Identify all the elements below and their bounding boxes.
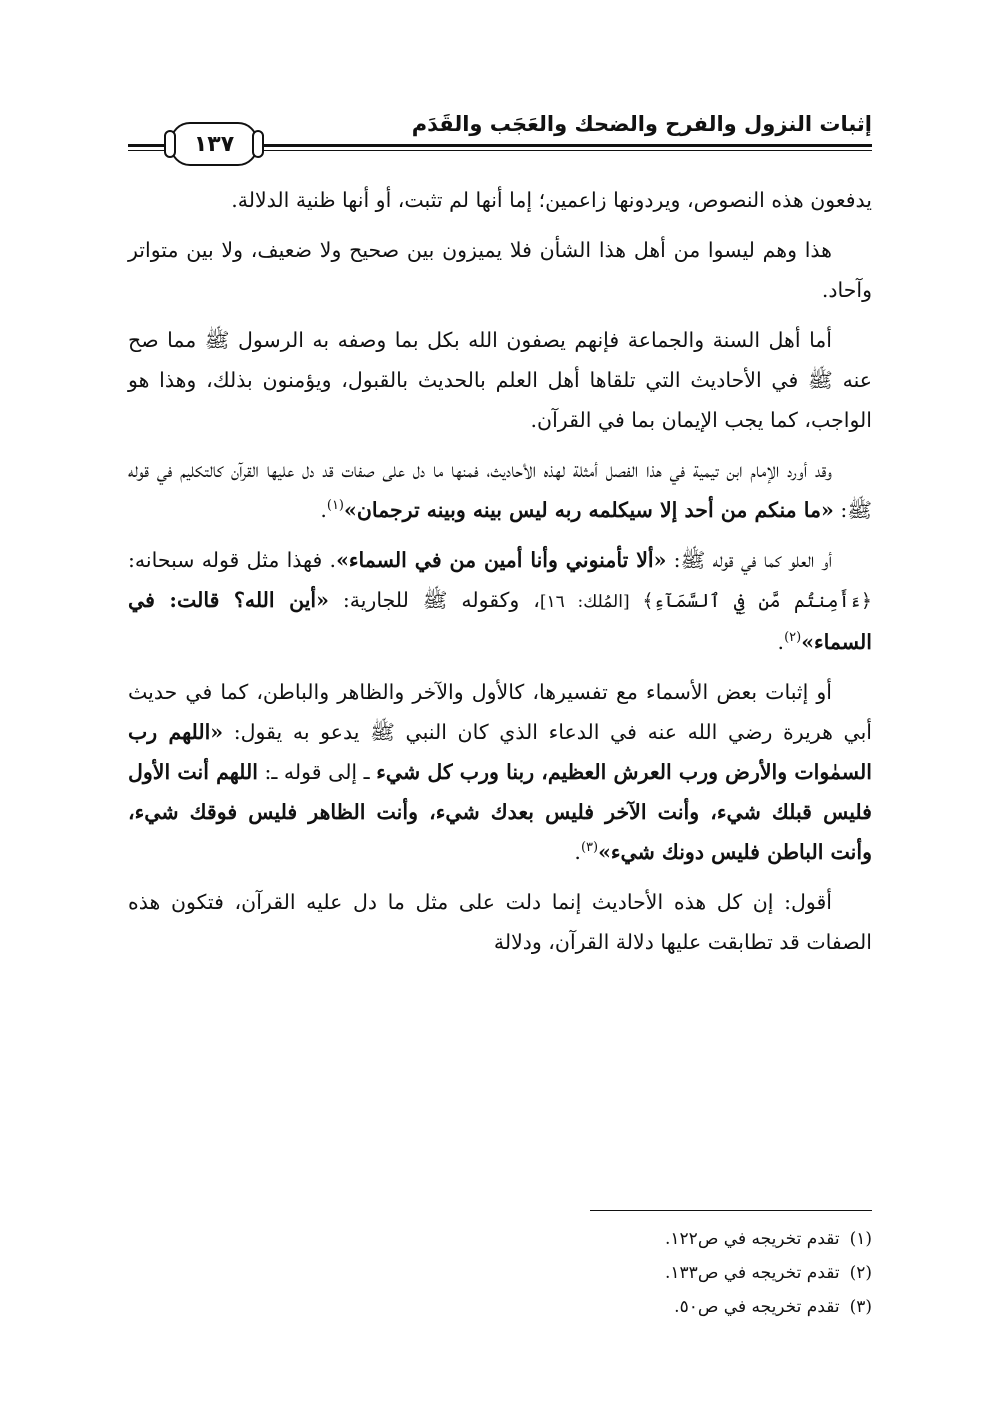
quran-verse: ﴿ءَأَمِنتُم مَّن فِي ٱلسَّمَآءِ﴾ [642, 590, 872, 612]
page-number: ١٣٧ [193, 131, 235, 157]
body-text [128, 180, 872, 972]
paragraph-6-mid: ـ إلى قوله ـ: [257, 760, 377, 784]
paragraph-5-mid: . فهذا مثل قوله سبحانه: [128, 548, 337, 572]
footnotes [128, 1222, 872, 1324]
hadith-quote: اللهم أنت الأول فليس قبلك شيء، وأنت الآخر فليس بعدك شيء، وأنت الظاهر فليس فوقك شيء، وأنت الباطن فليس دونك شيء» [128, 760, 872, 864]
footnote-marker-1: (١) [326, 498, 344, 514]
footnote-3 [128, 1290, 872, 1324]
page-number-ornament [170, 122, 258, 166]
footnote-text: تقدم تخريجه في ص٥٠. [674, 1297, 840, 1317]
header-rule [258, 144, 872, 151]
paragraph-5-intro: أو العلو كما في قوله ﷺ: [666, 548, 832, 572]
paragraph-3: أما أهل السنة والجماعة فإنهم يصفون الله بكل بما وصفه به الرسول ﷺ مما صح عنه ﷺ في الأحاديث التي تلقاها أهل العلم بالحديث بالقبول، ويؤمنون بذلك، وهذا هو الواجب، كما يجب الإيمان بما في القرآن. [128, 328, 872, 432]
verse-reference: [المُلك: ١٦] [539, 592, 643, 612]
footnote-marker-3: (٣) [580, 840, 599, 856]
running-title: إثبات النزول والفرح والضحك والعَجَب والقَدَم [411, 112, 872, 136]
paragraph-2: هذا وهم ليسوا من أهل هذا الشأن فلا يميزون بين صحيح ولا ضعيف، ولا بين متواتر وآحاد. [128, 238, 872, 302]
punctuation: . [574, 840, 581, 864]
footnote-marker-2: (٢) [784, 630, 802, 646]
hadith-quote: «ما منكم من أحد إلا سيكلمه ربه ليس بينه وبينه ترجمان» [344, 498, 834, 522]
hadith-quote: «أين الله؟ قالت: في السماء» [128, 588, 872, 654]
footnote-text: تقدم تخريجه في ص١٣٣. [665, 1263, 840, 1283]
paragraph-5-mid2: ، وكقوله ﷺ للجارية: [328, 588, 540, 612]
footnote-text: تقدم تخريجه في ص١٢٢. [665, 1229, 840, 1249]
paragraph-6 [128, 672, 872, 872]
paragraph-5 [128, 540, 872, 662]
header-rule-left [128, 144, 168, 151]
footnote-number: (٢) [849, 1263, 872, 1283]
paragraph-4-intro: وقد أورد الإمام ابن تيمية في هذا الفصل أمثلة لهذه الأحاديث، فمنها ما دل على صفات قد دل عليها القرآن كالتكليم في قوله ﷺ: [128, 458, 872, 522]
punctuation: . [320, 498, 327, 522]
paragraph-4 [128, 450, 872, 530]
footnote-1 [128, 1222, 872, 1256]
footnote-separator [590, 1210, 872, 1211]
punctuation: . [777, 630, 785, 654]
footnote-2 [128, 1256, 872, 1290]
hadith-quote: «اللهم رب السمٰوات والأرض ورب العرش العظيم، ربنا ورب كل شيء [128, 720, 872, 784]
footnote-number: (١) [849, 1229, 872, 1249]
paragraph-1: يدفعون هذه النصوص، ويردونها زاعمين؛ إما أنها لم تثبت، أو أنها ظنية الدلالة. [231, 188, 872, 212]
footnote-number: (٣) [849, 1297, 872, 1317]
paragraph-6-intro: أو إثبات بعض الأسماء مع تفسيرها، كالأول والآخر والظاهر والباطن، كما في حديث أبي هريرة رضي الله عنه في الدعاء الذي كان النبي ﷺ يدعو به يقول: [128, 680, 873, 744]
page-header [128, 100, 872, 160]
hadith-quote: «ألا تأمنوني وأنا أمين من في السماء» [336, 548, 667, 572]
paragraph-7: أقول: إن كل هذه الأحاديث إنما دلت على مثل ما دل عليه القرآن، فتكون هذه الصفات قد تطابقت عليها دلالة القرآن، ودلالة [128, 890, 872, 954]
